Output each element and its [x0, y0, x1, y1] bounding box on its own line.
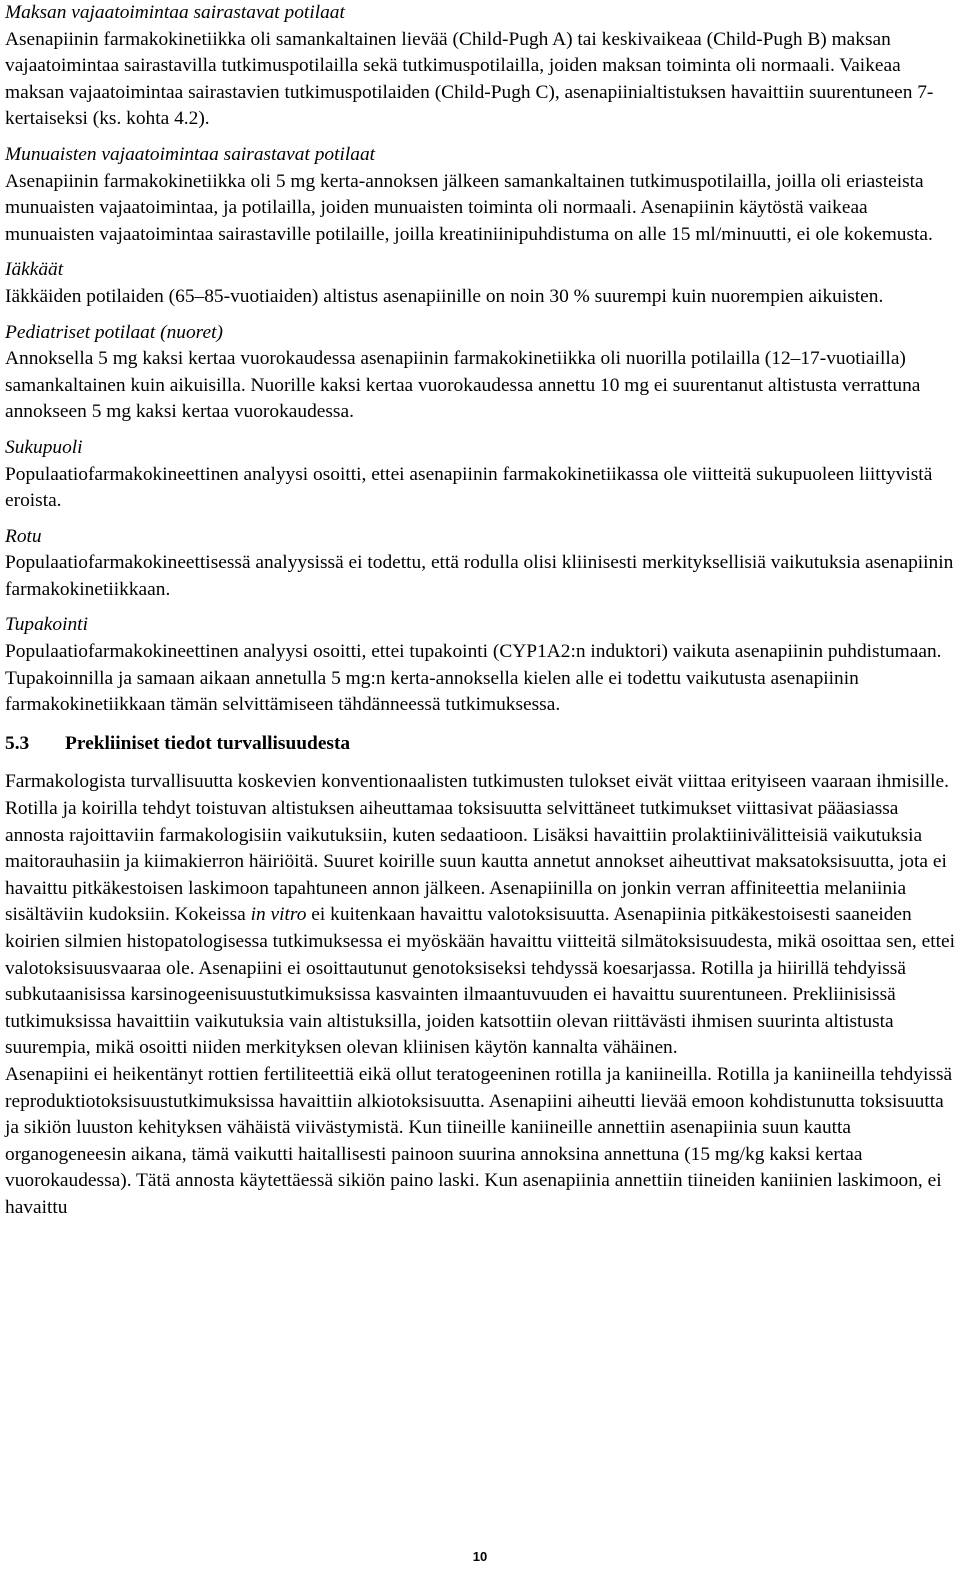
pediatric-paragraph: Annoksella 5 mg kaksi kertaa vuorokaudessa asenapiinin farmakokinetiikka oli nuorilla potilailla (12–17-vuotiailla) samankaltainen kuin aikuisilla. Nuorille kaksi kertaa vuorokaudessa annettu 10 mg ei suurentanut altistusta verrattuna annokseen 5 mg kaksi kertaa vuorokaudessa.	[5, 348, 921, 423]
gender-heading: Sukupuoli	[5, 436, 83, 458]
renal-paragraph: Asenapiinin farmakokinetiikka oli 5 mg kerta-annoksen jälkeen samankaltainen tutkimuspotilailla, joilla oli eriasteista munuaisten vajaatoimintaa, ja potilailla, joiden munuaisten toiminta oli normaali. Asenapiinin käytöstä vaikeaa munuaisten vajaatoimintaa sairastaville potilaille, joilla kreatiniinipuhdistuma on alle 15 ml/minuutti, ei ole kokemusta.	[5, 170, 933, 245]
preclinical-text-b: ei kuitenkaan havaittu valotoksisuutta. Asenapiinia pitkäkestoisesti saaneiden koirien silmien histopatologisessa tutkimuksessa ei myöskään havaittu viitteitä silmätoksisuudesta, mikä osoittaa sen, ettei valotoksisuusvaaraa ole. Asenapiini ei osoittautunut genotoksiseksi tehdyssä koesarjassa. Rotilla ja hiirillä tehdyissä subkutaanisissa karsinogeenisuustutkimuksissa kasvainten ilmaantuvuuden ei havaittu suurentuneen. Prekliinisissä tutkimuksissa havaittiin vaikutuksia vain altistuksilla, joiden katsottiin olevan riittävästi ihmisen suurinta altistusta suurempia, mikä osoitti niiden merkityksen olevan kliinisen käytön kannalta vähäinen.	[5, 904, 955, 1059]
section-title: Prekliiniset tiedot turvallisuudesta	[65, 732, 351, 754]
smoking-paragraph: Populaatiofarmakokineettinen analyysi osoitti, ettei tupakointi (CYP1A2:n induktori) vaikuta asenapiinin puhdistumaan. Tupakoinnilla ja samaan aikaan annetulla 5 mg:n kerta-annoksella kielen alle ei todettu vaikutusta asenapiinin farmakokinetiikkaan tämän selvittämiseen tähdänneessä tutkimuksessa.	[5, 641, 942, 716]
section-number: 5.3	[5, 732, 30, 754]
document-page	[5, 0, 955, 1222]
race-heading: Rotu	[5, 525, 42, 547]
preclinical-text-a: Farmakologista turvallisuutta koskevien konventionaalisten tutkimusten tulokset eivät viittaa erityiseen vaaraan ihmisille. Rotilla ja koirilla tehdyt toistuvan altistuksen aiheuttamaa toksisuutta selvittäneet tutkimukset viittasivat pääasiassa annosta rajoittaviin farmakologisiin vaikutuksiin, kuten sedaatioon. Lisäksi havaittiin prolaktiinivälitteisiä vaikutuksia maitorauhasiin ja kiimakierron häiriöitä. Suuret koirille suun kautta annetut annokset aiheuttivat maksatoksisuutta, jota ei havaittu pitkäkestoisen laskimoon tapahtuneen annon jälkeen. Asenapiinilla on jonkin verran affiniteettia melaniinia sisältäviin kudoksiin. Kokeissa	[5, 771, 949, 926]
preclinical-paragraph-2: Asenapiini ei heikentänyt rottien fertiliteettiä eikä ollut teratogeeninen rotilla ja kaniineilla. Rotilla ja kaniineilla tehdyissä reproduktiotoksisuustutkimuksissa havaittiin alkiotoksisuutta. Asenapiini aiheutti lievää emoon kohdistunutta toksisuutta ja sikiön luuston kehityksen vähäistä viivästymistä. Kun tiineille kaniineille annettiin asenapiinia suun kautta organogeneesin aikana, tämä vaikutti haitallisesti painoon suurina annoksina annettuna (15 mg/kg kaksi kertaa vuorokaudessa). Tätä annosta käytettäessä sikiön paino laski. Kun asenapiinia annettiin tiineiden kaniinien laskimoon, ei havaittu	[5, 1063, 953, 1218]
elderly-paragraph: Iäkkäiden potilaiden (65–85-vuotiaiden) altistus asenapiinille on noin 30 % suurempi kuin nuorempien aikuisten.	[5, 285, 884, 307]
elderly-heading: Iäkkäät	[5, 259, 64, 281]
section-5-3-heading	[5, 731, 955, 758]
pediatric-heading: Pediatriset potilaat (nuoret)	[5, 321, 223, 343]
preclinical-paragraph-1	[5, 769, 955, 1062]
race-paragraph: Populaatiofarmakokineettisessä analyysissä ei todettu, että rodulla olisi kliinisesti merkityksellisiä vaikutuksia asenapiinin farmakokinetiikkaan.	[5, 552, 954, 600]
hepatic-paragraph: Asenapiinin farmakokinetiikka oli samankaltainen lievää (Child-Pugh A) tai keskivaikeaa (Child-Pugh B) maksan vajaatoimintaa sairastavilla tutkimuspotilailla sekä tutkimuspotilailla, joiden maksan toiminta oli normaali. Vaikeaa maksan vajaatoimintaa sairastavien tutkimuspotilaiden (Child-Pugh C), asenapiinialtistuksen havaittiin suurentuneen 7-kertaiseksi (ks. kohta 4.2).	[5, 28, 934, 130]
smoking-heading: Tupakointi	[5, 614, 88, 636]
hepatic-heading: Maksan vajaatoimintaa sairastavat potilaat	[5, 2, 345, 23]
renal-heading: Munuaisten vajaatoimintaa sairastavat potilaat	[5, 143, 376, 165]
in-vitro-term: in vitro	[250, 904, 307, 926]
gender-paragraph: Populaatiofarmakokineettinen analyysi osoitti, ettei asenapiinin farmakokinetiikassa ole viitteitä sukupuoleen liittyvistä eroista.	[5, 463, 933, 512]
page-number: 10	[472, 1549, 488, 1564]
